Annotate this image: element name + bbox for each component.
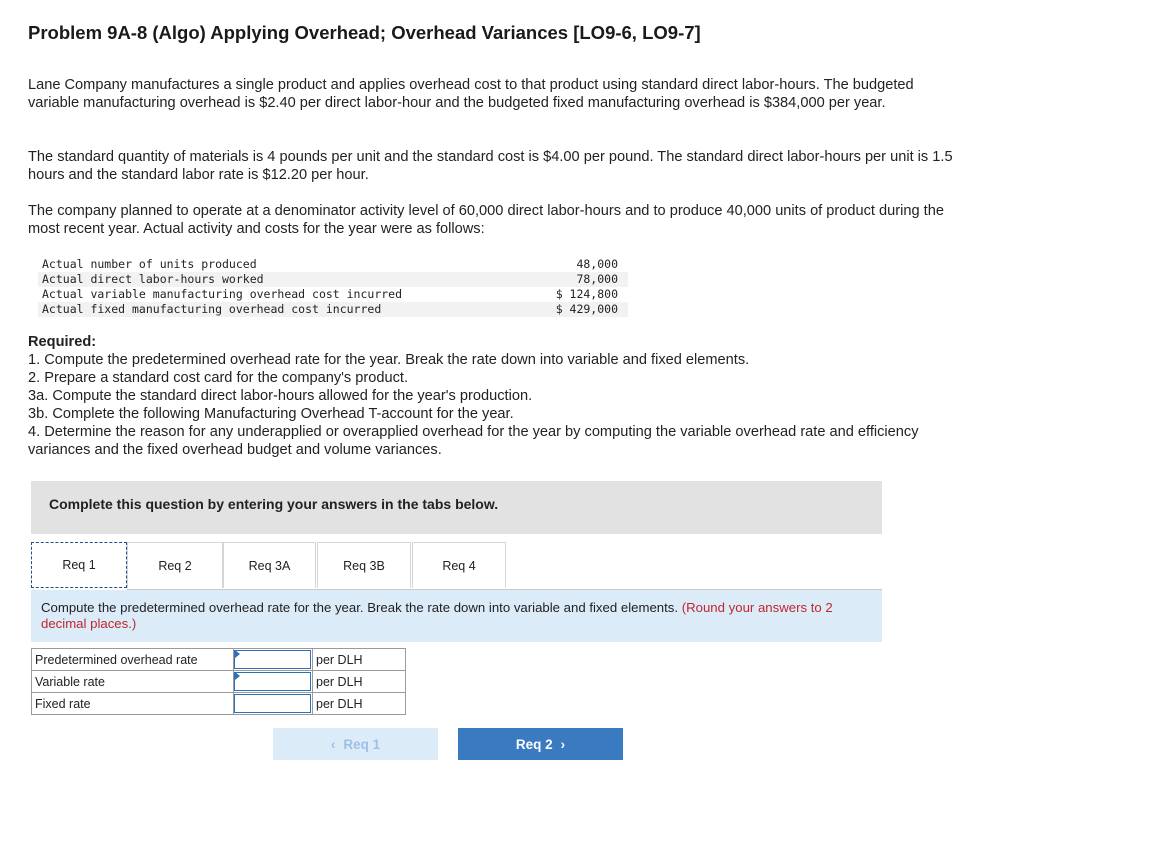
instruction-text: Compute the predetermined overhead rate for the year. Break the rate down into variable and fixed elements. xyxy=(41,600,679,615)
answer-table xyxy=(31,648,406,715)
answer-label: Fixed rate xyxy=(32,693,234,715)
row-label: Actual number of units produced xyxy=(42,257,257,271)
tab-req-3b[interactable]: Req 3B xyxy=(317,542,411,588)
answer-unit: per DLH xyxy=(313,649,406,671)
input-flag-icon xyxy=(235,650,240,658)
chevron-right-icon: › xyxy=(560,736,566,752)
row-value: 78,000 xyxy=(527,272,628,287)
tab-req-3a[interactable]: Req 3A xyxy=(223,542,316,588)
next-req-button[interactable] xyxy=(458,728,623,760)
instruction-box xyxy=(31,590,882,642)
answer-label: Predetermined overhead rate xyxy=(32,649,234,671)
row-label: Actual fixed manufacturing overhead cost incurred xyxy=(38,302,527,317)
table-row xyxy=(32,693,406,715)
prev-button-label: Req 1 xyxy=(343,736,381,752)
table-row xyxy=(38,272,628,287)
required-section xyxy=(28,333,948,459)
answer-unit: per DLH xyxy=(313,693,406,715)
actual-activity-table xyxy=(38,257,628,317)
table-row xyxy=(38,257,628,272)
problem-paragraph-1: Lane Company manufactures a single product and applies overhead cost to that product using standard direct labor-hours. The budgeted variable manufacturing overhead is $2.40 per direct labor-hour and the budgeted fixed manufacturing overhead is $384,000 per year. xyxy=(28,77,914,111)
table-row xyxy=(32,671,406,693)
required-item: 1. Compute the predetermined overhead rate for the year. Break the rate down into variable and fixed elements. xyxy=(28,352,750,368)
answer-label: Variable rate xyxy=(32,671,234,693)
row-value: $ 124,800 xyxy=(555,287,618,301)
prev-req-button[interactable] xyxy=(273,728,438,760)
chevron-left-icon: ‹ xyxy=(330,736,336,752)
table-row xyxy=(38,287,628,302)
fixed-rate-input[interactable] xyxy=(234,694,311,713)
problem-paragraph-3: The company planned to operate at a denominator activity level of 60,000 direct labor-hours and to produce 40,000 units of product during the most recent year. Actual activity and costs for the year were as follows: xyxy=(28,203,944,237)
answer-unit: per DLH xyxy=(313,671,406,693)
row-label: Actual direct labor-hours worked xyxy=(38,272,527,287)
tab-req-1[interactable]: Req 1 xyxy=(31,542,127,588)
problem-title: Problem 9A-8 (Algo) Applying Overhead; Overhead Variances [LO9-6, LO9-7] xyxy=(28,22,701,43)
row-value: 48,000 xyxy=(576,257,618,271)
input-flag-icon xyxy=(235,672,240,680)
row-label: Actual variable manufacturing overhead cost incurred xyxy=(42,287,403,301)
row-value: $ 429,000 xyxy=(527,302,628,317)
predetermined-rate-input[interactable] xyxy=(234,650,311,669)
next-button-label: Req 2 xyxy=(515,736,553,752)
required-item: 2. Prepare a standard cost card for the company's product. xyxy=(28,370,408,386)
answer-cell xyxy=(234,671,313,693)
table-row xyxy=(32,649,406,671)
rounding-hint: (Round your answers to 2 decimal places.) xyxy=(41,600,833,631)
tab-req-4[interactable]: Req 4 xyxy=(412,542,506,588)
required-item: 3a. Compute the standard direct labor-hours allowed for the year's production. xyxy=(28,388,533,404)
tab-req-2[interactable]: Req 2 xyxy=(127,542,223,588)
answer-cell xyxy=(234,693,313,715)
problem-paragraph-2: The standard quantity of materials is 4 pounds per unit and the standard cost is $4.00 per pound. The standard direct labor-hours per unit is 1.5 hours and the standard labor rate is $12.20 per hour. xyxy=(28,149,953,183)
answer-cell xyxy=(234,649,313,671)
variable-rate-input[interactable] xyxy=(234,672,311,691)
required-heading: Required: xyxy=(28,334,97,350)
instructions-banner xyxy=(31,481,882,534)
required-item: 4. Determine the reason for any underapplied or overapplied overhead for the year by computing the variable overhead rate and efficiency variances and the fixed overhead budget and volume variances. xyxy=(28,424,919,458)
banner-text: Complete this question by entering your answers in the tabs below. xyxy=(49,496,499,512)
required-item: 3b. Complete the following Manufacturing Overhead T-account for the year. xyxy=(28,406,514,422)
table-row xyxy=(38,302,628,317)
